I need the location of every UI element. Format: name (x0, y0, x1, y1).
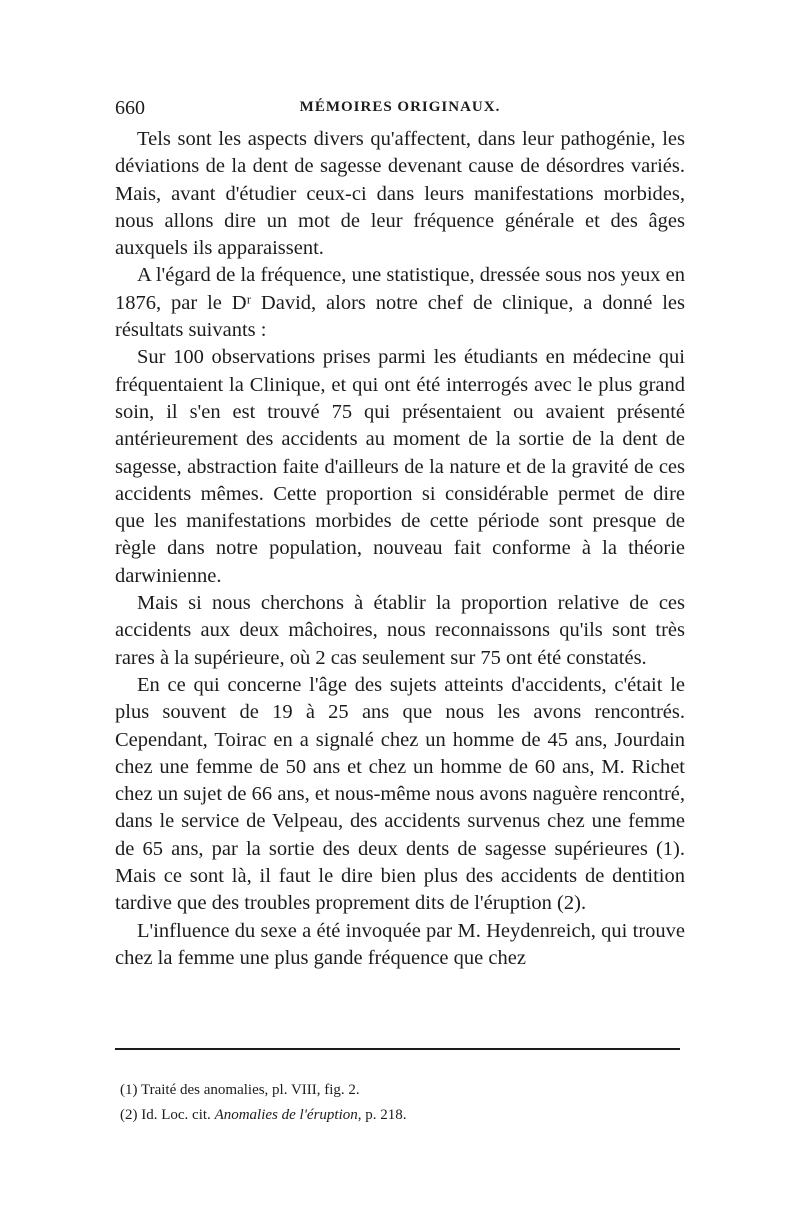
paragraph-observations: Sur 100 observations prises parmi les étudiants en médecine qui fréquentaient la Clinique, et qui ont été interrogés avec le plus grand soin, il s'en est trouvé 75 qui présentaient ou avaient présenté antérieurement des accidents au moment de la sortie de la dent de sagesse, abstraction faite d'ailleurs de la nature et de la gravité de ces accidents mêmes. Cette proportion si considérable permet de dire que les manifestations morbides de cette période sont presque de règle dans notre population, nouveau fait conforme à la théorie darwinienne. (115, 346, 685, 587)
paragraph-aspects: Tels sont les aspects divers qu'affectent, dans leur pathogénie, les déviations de la dent de sagesse devenant cause de désordres variés. Mais, avant d'étudier ceux-ci dans leurs manifestations morbides, nous allons dire un mot de leur fréquence générale et des âges auxquels ils apparaissent. (115, 128, 685, 260)
paragraph-age: En ce qui concerne l'âge des sujets atteints d'accidents, c'était le plus souvent de 19 à 25 ans que nous les avons rencontrés. Cependant, Toirac en a signalé chez un homme de 45 ans, Jourdain chez une femme de 50 ans et chez un homme de 60 ans, M. Richet chez un sujet de 66 ans, et nous-même nous avons naguère rencontré, dans le service de Velpeau, des accidents survenus chez une femme de 65 ans, par la sortie des deux dents de sagesse supérieures (1). Mais ce sont là, il faut le dire bien plus des accidents de dentition tardive que des troubles proprement dits de l'éruption (2). (115, 673, 685, 915)
footnote-2-italic-title: Anomalies de l'éruption (214, 1107, 358, 1123)
page-number: 660 (115, 97, 145, 119)
footnote-2 (120, 1103, 680, 1128)
footnote-divider (115, 1048, 680, 1050)
footnote-1: (1) Traité des anomalies, pl. VIII, fig. 2. (120, 1082, 360, 1098)
body-text (115, 126, 685, 972)
paragraph-frequency: A l'égard de la fréquence, une statistique, dressée sous nos yeux en 1876, par le Dʳ David, alors notre chef de clinique, a donné les résultats suivants : (115, 264, 685, 342)
paragraph-jaws: Mais si nous cherchons à établir la proportion relative de ces accidents aux deux mâchoires, nous reconnaissons qu'ils sont très rares à la supérieure, où 2 cas seulement sur 75 ont été constatés. (115, 592, 685, 669)
footnotes (120, 1078, 680, 1128)
paragraph-sex: L'influence du sexe a été invoquée par M. Heydenreich, qui trouve chez la femme une plus gande fréquence que chez (115, 919, 685, 969)
footnote-2-suffix: , p. 218. (357, 1107, 407, 1123)
footnote-2-prefix: (2) Id. Loc. cit. (120, 1107, 215, 1123)
page-header (115, 97, 685, 121)
running-title: MÉMOIRES ORIGINAUX. (299, 99, 501, 115)
